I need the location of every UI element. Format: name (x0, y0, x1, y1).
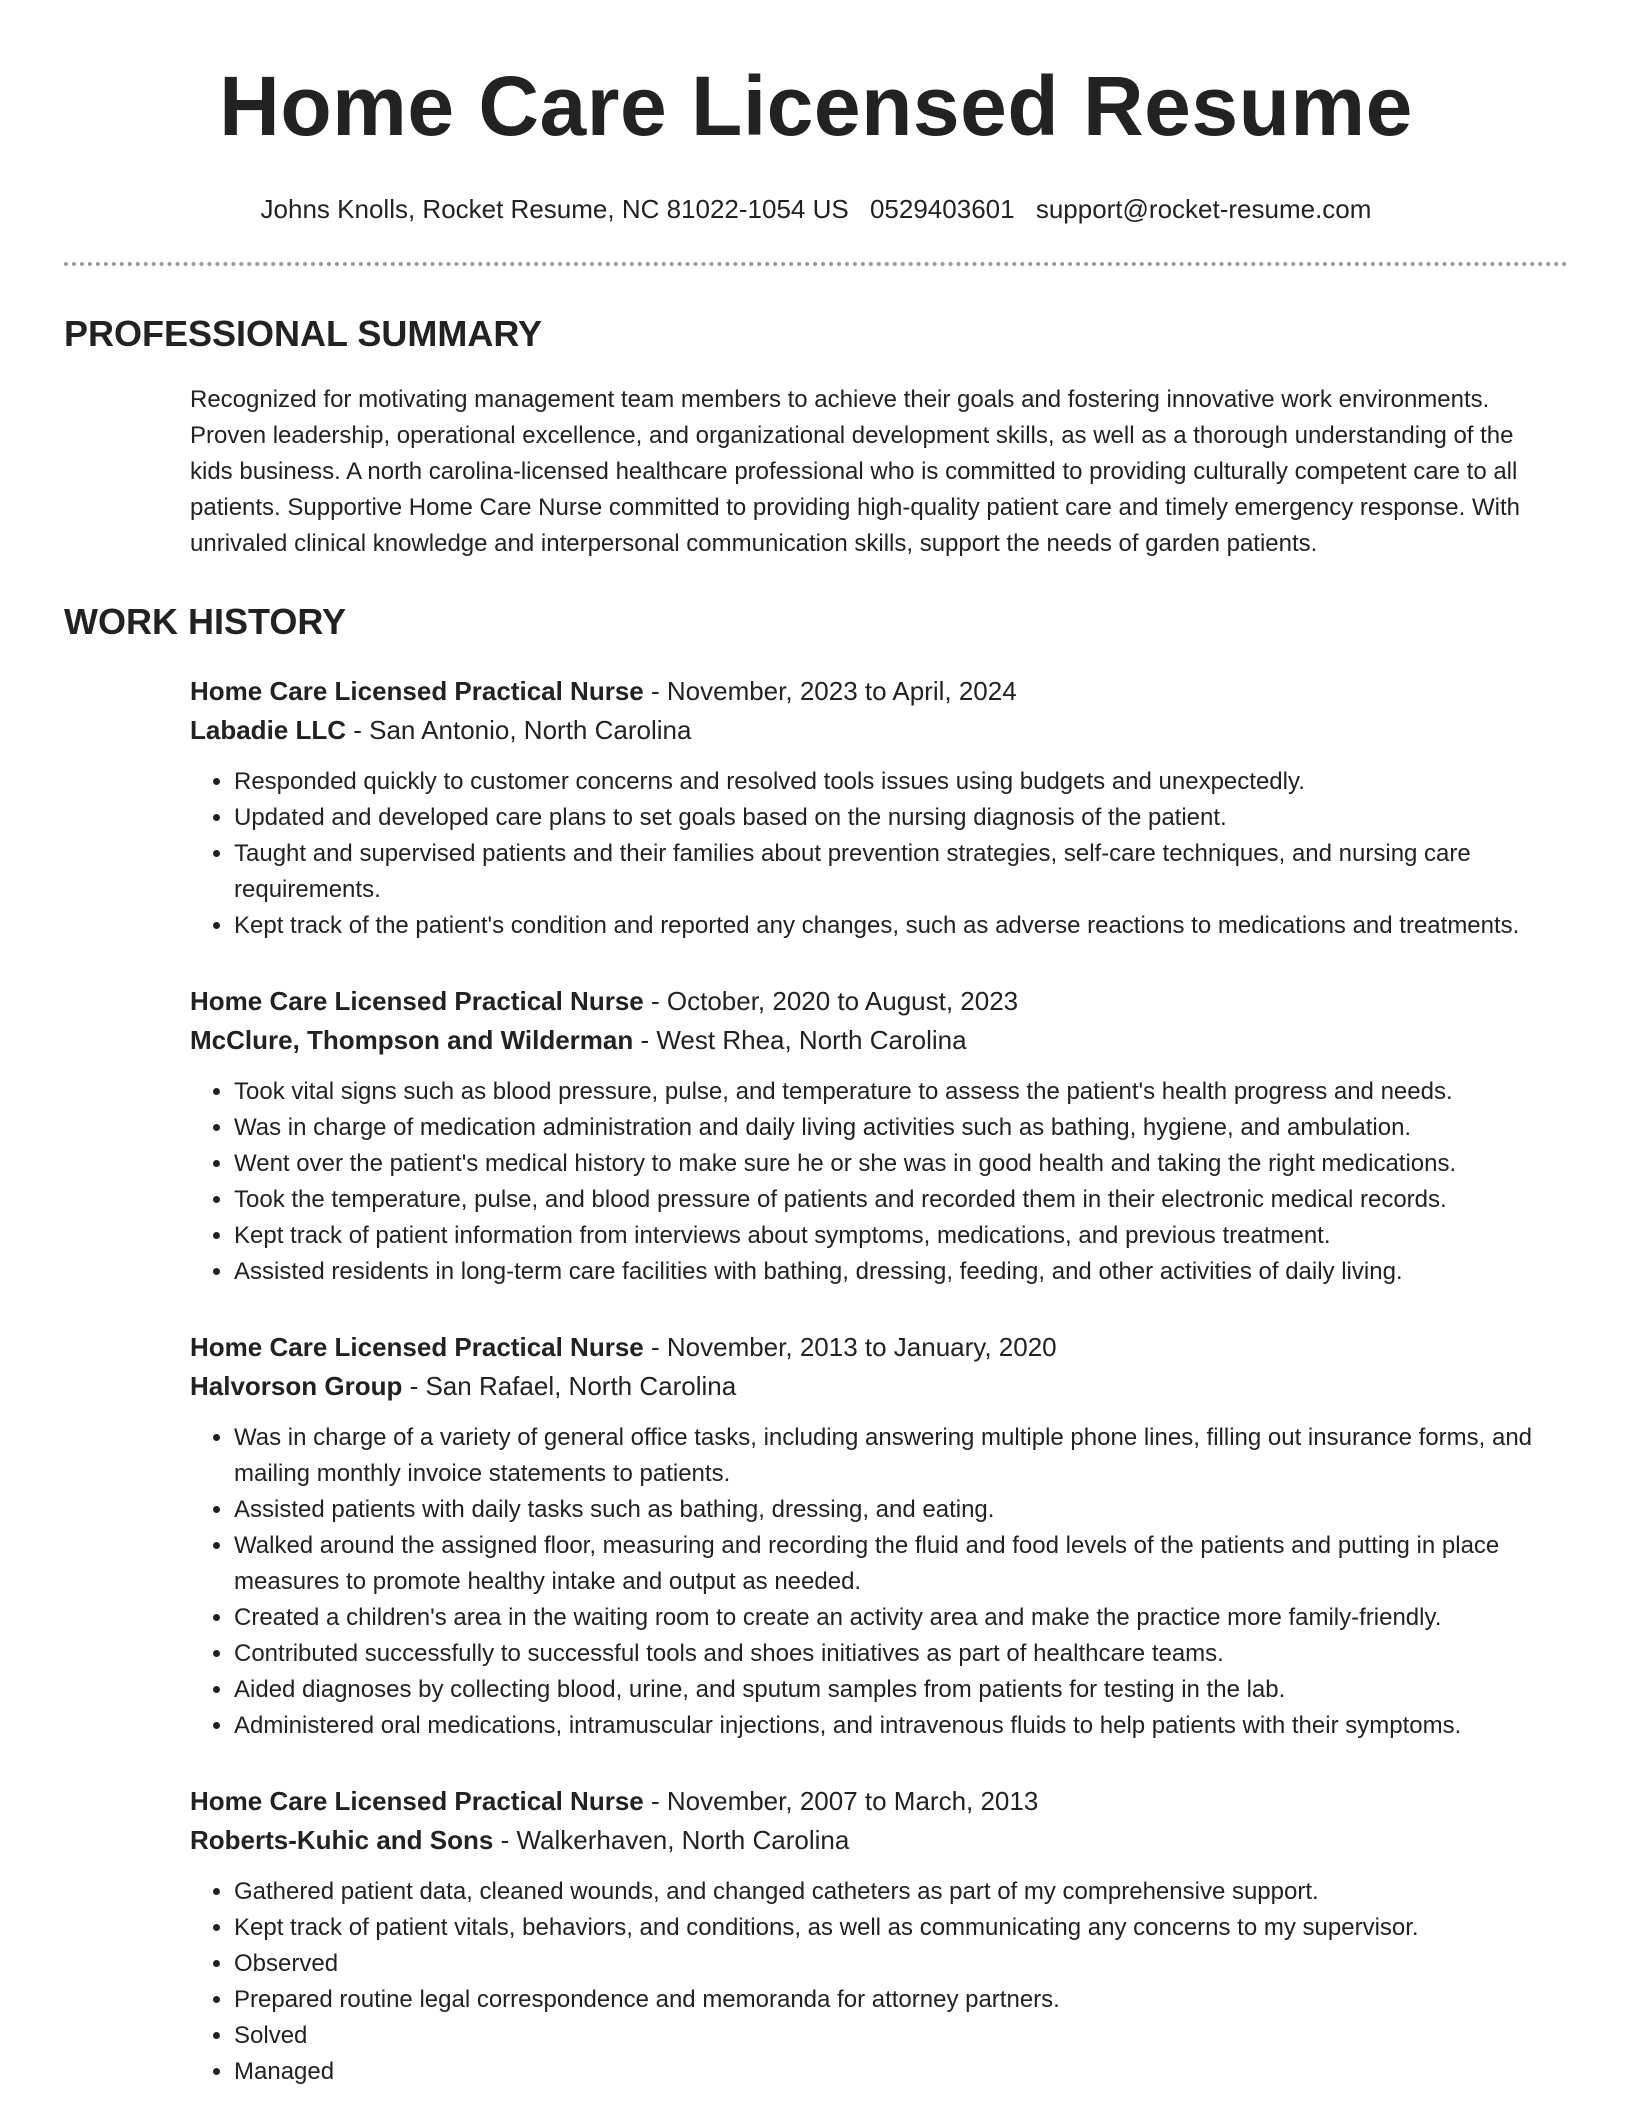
job-location: - Walkerhaven, North Carolina (493, 1825, 850, 1855)
list-item: • Went over the patient's medical history to make sure he or she was in good health and taking the right medications. (234, 1146, 1560, 1182)
resume-title: Home Care Licensed Resume (219, 59, 1413, 153)
list-item: • Assisted residents in long-term care facilities with bathing, dressing, feeding, and other activities of daily living. (234, 1254, 1560, 1290)
list-item: • Responded quickly to customer concerns and resolved tools issues using budgets and unexpectedly. (234, 764, 1560, 800)
job-dates: - November, 2023 to April, 2024 (643, 676, 1017, 706)
job-dates: - November, 2013 to January, 2020 (643, 1332, 1057, 1362)
summary-heading: PROFESSIONAL SUMMARY (64, 313, 543, 354)
list-item: • Prepared routine legal correspondence and memoranda for attorney partners. (234, 1982, 1560, 2018)
job-bullets (190, 1074, 1560, 1290)
work-history-heading: WORK HISTORY (64, 601, 347, 642)
list-item: • Managed (234, 2054, 1560, 2090)
list-item: • Walked around the assigned floor, measuring and recording the fluid and food levels of the patients and putting in place measures to promote healthy intake and output as needed. (234, 1528, 1560, 1600)
header-divider (64, 262, 1568, 266)
job-company: McClure, Thompson and Wilderman (190, 1025, 634, 1055)
job-company: Roberts-Kuhic and Sons (190, 1825, 494, 1855)
job-company-line (190, 1021, 1560, 1060)
contact-email: support@rocket-resume.com (1035, 194, 1372, 224)
list-item: • Kept track of the patient's condition and reported any changes, such as adverse reactions to medications and treatments. (234, 908, 1560, 944)
job-title-line (190, 1782, 1560, 1821)
job-title-line (190, 982, 1560, 1021)
job-title-line (190, 672, 1560, 711)
list-item: • Kept track of patient vitals, behaviors, and conditions, as well as communicating any concerns to my supervisor. (234, 1910, 1560, 1946)
list-item: • Kept track of patient information from interviews about symptoms, medications, and previous treatment. (234, 1218, 1560, 1254)
job-company: Halvorson Group (190, 1371, 403, 1401)
contact-line (64, 192, 1568, 226)
list-item: • Administered oral medications, intramuscular injections, and intravenous fluids to help patients with their symptoms. (234, 1708, 1560, 1744)
job-location: - San Rafael, North Carolina (402, 1371, 737, 1401)
job-entry (190, 1328, 1560, 1744)
job-dates: - November, 2007 to March, 2013 (643, 1786, 1039, 1816)
list-item: • Was in charge of a variety of general office tasks, including answering multiple phone lines, filling out insurance forms, and mailing monthly invoice statements to patients. (234, 1420, 1560, 1492)
job-company-line (190, 1821, 1560, 1860)
job-entry (190, 672, 1560, 944)
job-title: Home Care Licensed Practical Nurse (190, 1332, 644, 1362)
summary-text: Recognized for motivating management team members to achieve their goals and fostering innovative work environments. Proven leadership, operational excellence, and organizational development skills, as well as a thorough understanding of the kids business. A north carolina-licensed healthcare professional who is committed to providing culturally competent care to all patients. Supportive Home Care Nurse committed to providing high-quality patient care and timely emergency response. With unrivaled clinical knowledge and interpersonal communication skills, support the needs of garden patients. (190, 386, 1520, 557)
job-location: - West Rhea, North Carolina (633, 1025, 967, 1055)
job-entry (190, 982, 1560, 1290)
job-dates: - October, 2020 to August, 2023 (643, 986, 1019, 1016)
list-item: • Created a children's area in the waiting room to create an activity area and make the practice more family-friendly. (234, 1600, 1560, 1636)
list-item: • Aided diagnoses by collecting blood, urine, and sputum samples from patients for testing in the lab. (234, 1672, 1560, 1708)
contact-address: Johns Knolls, Rocket Resume, NC 81022-1054 US (260, 194, 849, 224)
job-title: Home Care Licensed Practical Nurse (190, 676, 644, 706)
job-title: Home Care Licensed Practical Nurse (190, 1786, 644, 1816)
list-item: • Assisted patients with daily tasks such as bathing, dressing, and eating. (234, 1492, 1560, 1528)
list-item: • Observed (234, 1946, 1560, 1982)
job-title: Home Care Licensed Practical Nurse (190, 986, 644, 1016)
list-item: • Contributed successfully to successful tools and shoes initiatives as part of healthcare teams. (234, 1636, 1560, 1672)
job-company: Labadie LLC (190, 715, 347, 745)
job-bullets (190, 764, 1560, 944)
list-item: • Took the temperature, pulse, and blood pressure of patients and recorded them in their electronic medical records. (234, 1182, 1560, 1218)
job-company-line (190, 711, 1560, 750)
list-item: • Solved (234, 2018, 1560, 2054)
list-item: • Took vital signs such as blood pressure, pulse, and temperature to assess the patient's health progress and needs. (234, 1074, 1560, 1110)
job-title-line (190, 1328, 1560, 1367)
job-bullets (190, 1420, 1560, 1744)
list-item: • Taught and supervised patients and their families about prevention strategies, self-care techniques, and nursing care requirements. (234, 836, 1560, 908)
list-item: • Was in charge of medication administration and daily living activities such as bathing, hygiene, and ambulation. (234, 1110, 1560, 1146)
job-location: - San Antonio, North Carolina (346, 715, 692, 745)
job-bullets (190, 1874, 1560, 2090)
list-item: • Gathered patient data, cleaned wounds, and changed catheters as part of my comprehensive support. (234, 1874, 1560, 1910)
work-history-list (190, 672, 1560, 2090)
job-company-line (190, 1367, 1560, 1406)
contact-phone: 0529403601 (869, 194, 1015, 224)
list-item: • Updated and developed care plans to set goals based on the nursing diagnosis of the patient. (234, 800, 1560, 836)
job-entry (190, 1782, 1560, 2090)
